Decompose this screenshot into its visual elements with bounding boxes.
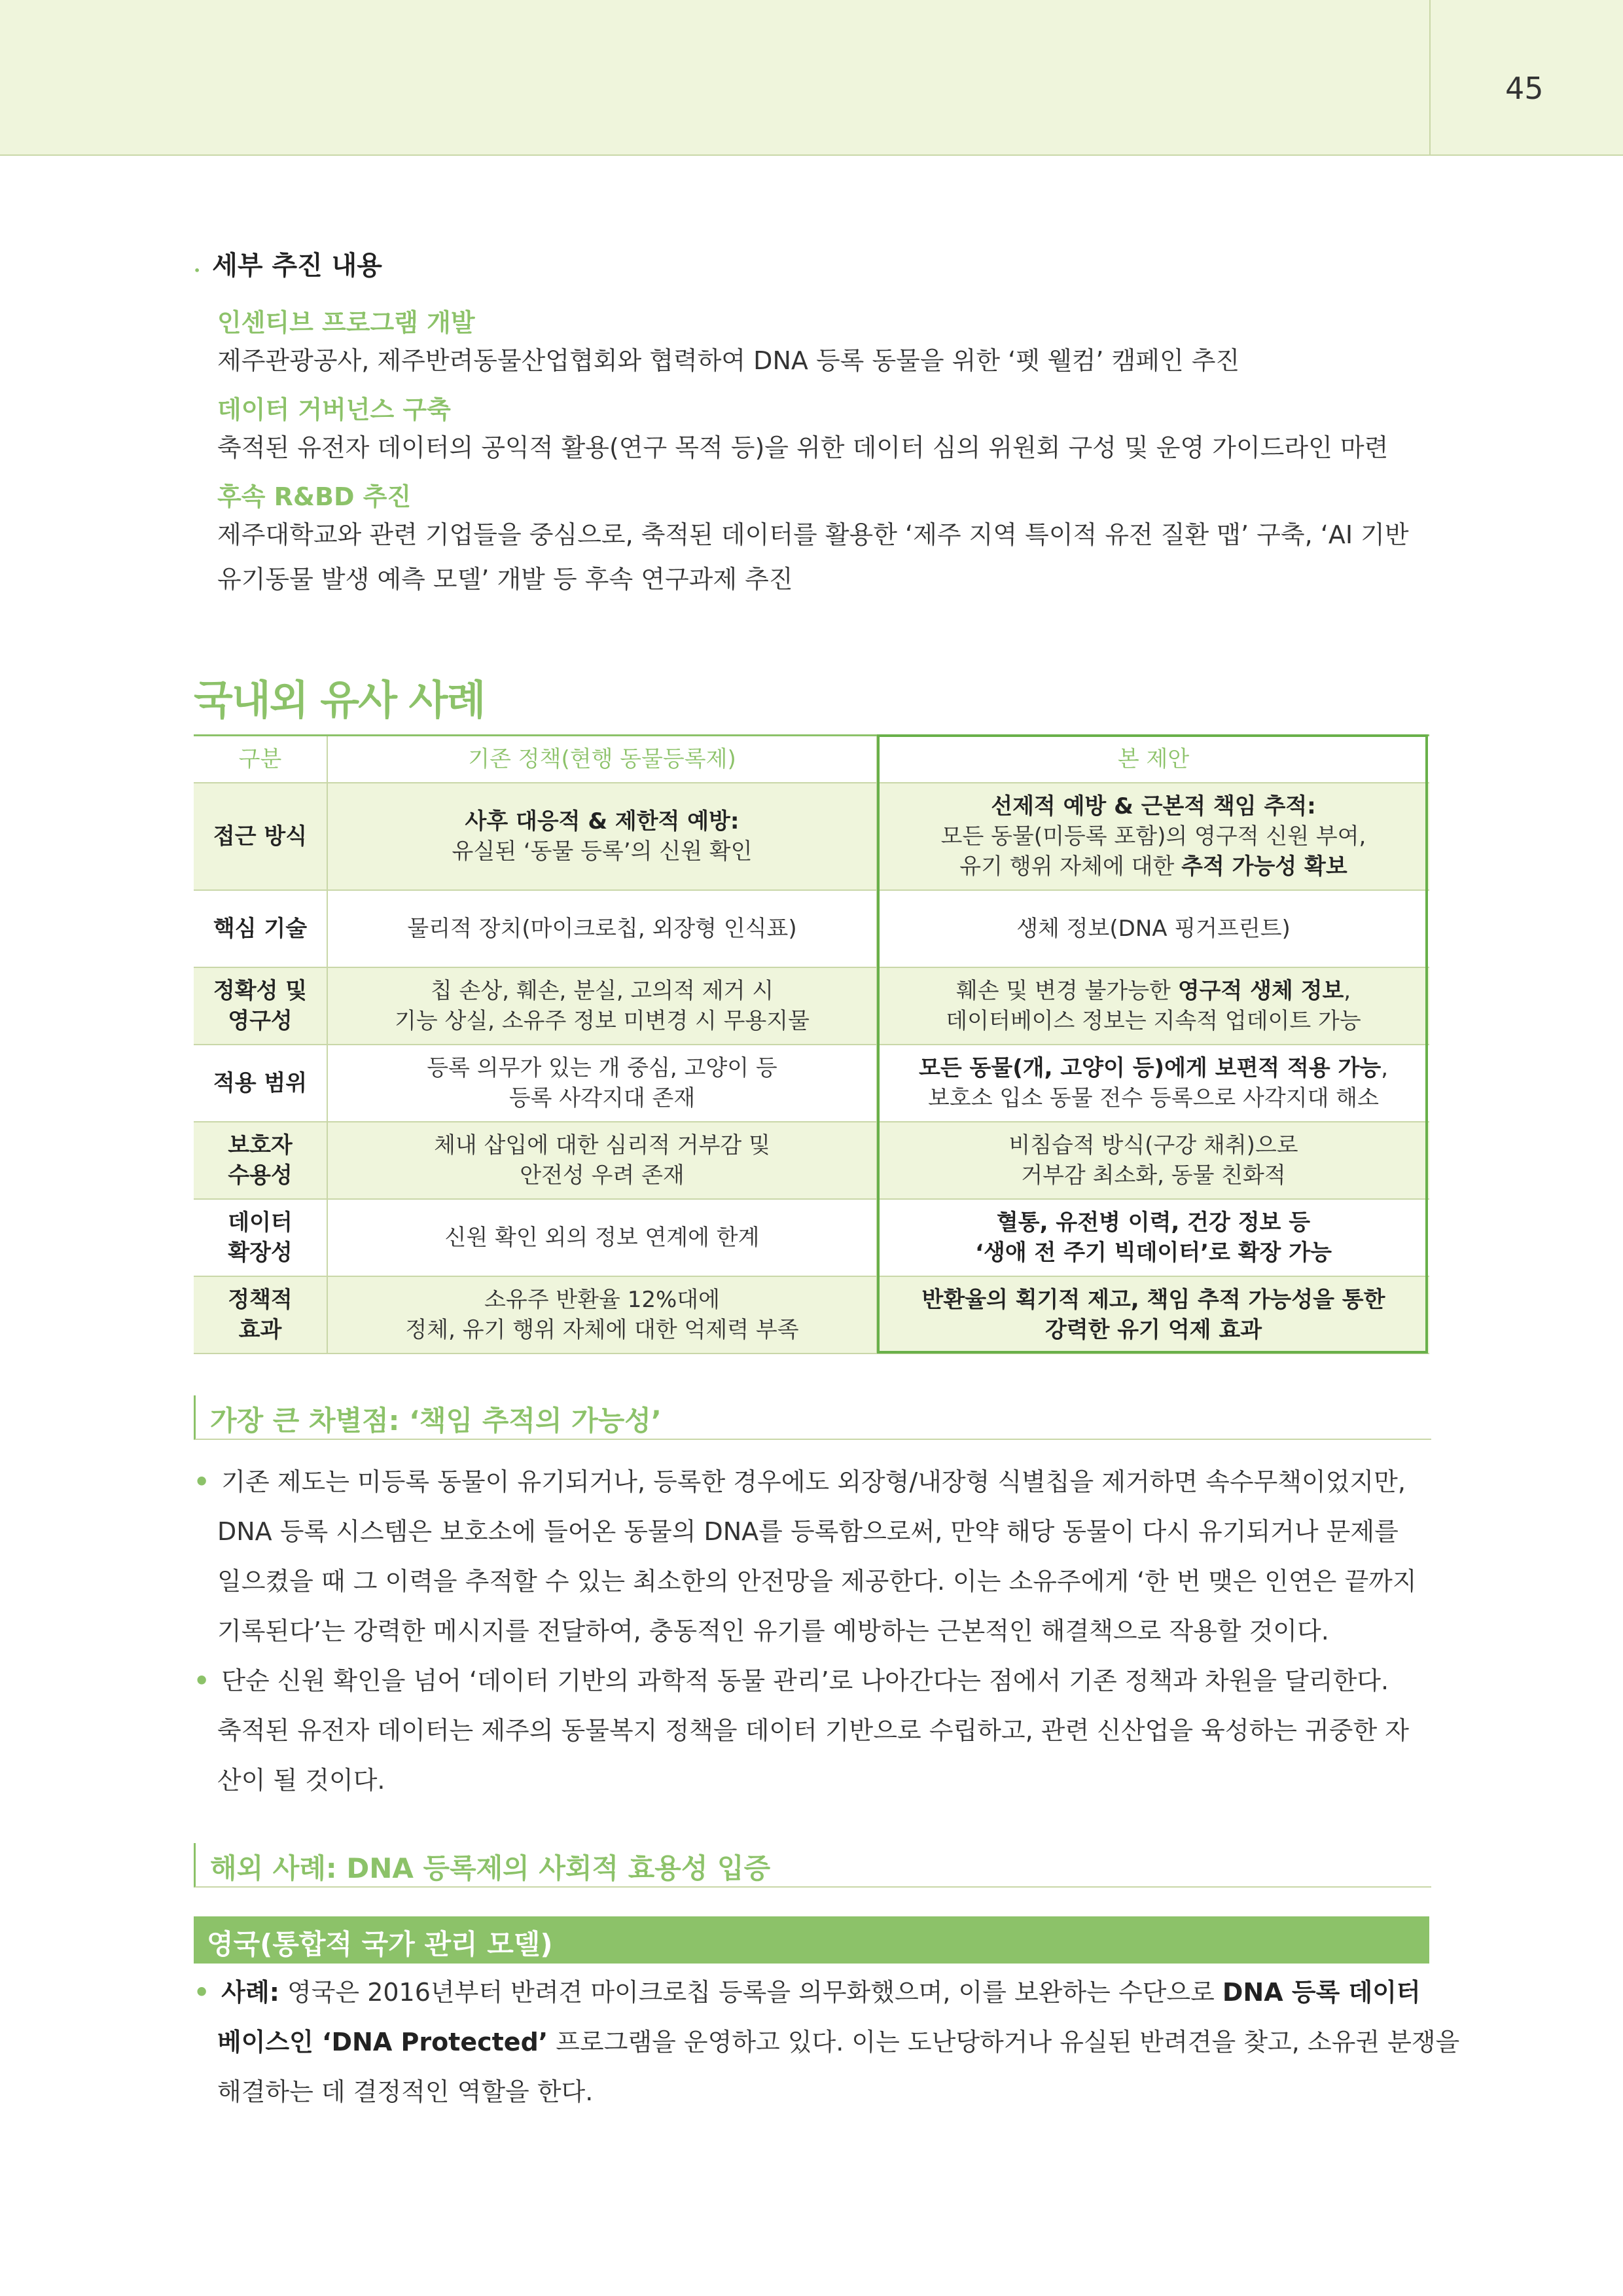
paragraph-line: 해결하는 데 결정적인 역할을 한다. (217, 2077, 594, 2106)
row-category: 접근 방식 (194, 783, 327, 890)
cell-text: 비침습적 방식(구강 채취)으로 (1008, 1132, 1298, 1158)
uk-case-paragraph (194, 1967, 1460, 2117)
cell-text: 확장성 (228, 1240, 293, 1266)
old-policy-cell (327, 783, 877, 890)
diff-section-heading (194, 1395, 1431, 1440)
cell-text: 보호소 입소 동물 전수 등록으로 사각지대 해소 (928, 1085, 1379, 1111)
cell-text: 칩 손상, 훼손, 분실, 고의적 제거 시 (430, 978, 774, 1004)
detail-item-title: 인센티브 프로그램 개발 (217, 308, 475, 337)
row-category (194, 1199, 327, 1276)
paragraph-text: 영국은 2016년부터 반려견 마이크로칩 등록을 의무화했으며, 이를 보완하는 수단으로 (279, 1978, 1222, 2007)
cell-text: 등록 의무가 있는 개 중심, 고양이 등 (427, 1055, 777, 1081)
cell-text: 데이터 (228, 1210, 293, 1236)
proposal-cell (877, 1199, 1429, 1276)
table-row (194, 783, 1429, 890)
cell-text-bold: 강력한 유기 억제 효과 (1044, 1317, 1262, 1343)
paragraph-line: 일으켰을 때 그 이력을 추적할 수 있는 최소한의 안전망을 제공한다. 이는 소유주에게 ‘한 번 맺은 인연은 끝까지 (217, 1567, 1417, 1596)
page-number: 45 (1505, 71, 1544, 106)
paragraph-line (194, 2017, 1460, 2067)
old-policy-cell: 물리적 장치(마이크로칩, 외장형 인식표) (327, 890, 877, 967)
table-row (194, 890, 1429, 967)
row-category (194, 1276, 327, 1354)
proposal-cell (877, 1122, 1429, 1199)
bullet-icon: • (194, 1978, 210, 2007)
header-band (0, 0, 1623, 156)
table-row (194, 1045, 1429, 1122)
cell-text: 모든 동물(미등록 포함)의 영구적 신원 부여, (940, 823, 1366, 850)
detail-item-title: 후속 R&BD 추진 (217, 482, 412, 511)
proposal-cell (877, 967, 1429, 1045)
uk-model-title: 영국(통합적 국가 관리 모델) (207, 1928, 553, 1960)
cell-text: 체내 삽입에 대한 심리적 거부감 및 (434, 1132, 770, 1158)
cell-text: , (1344, 978, 1351, 1004)
proposal-cell (877, 1276, 1429, 1354)
old-policy-cell (327, 1045, 877, 1122)
paragraph-text: 기존 제도는 미등록 동물이 유기되거나, 등록한 경우에도 외장형/내장형 식별칩을 제거하면 속수무책이었지만, (221, 1467, 1406, 1496)
paragraph-line (194, 1656, 1429, 1706)
cell-text: 등록 사각지대 존재 (508, 1085, 696, 1111)
details-section (194, 246, 1429, 601)
cell-text: 유기 행위 자체에 대한 (959, 853, 1182, 880)
paragraph-text: 프로그램을 운영하고 있다. 이는 도난당하거나 유실된 반려견을 찾고, 소유권 분쟁을 (548, 2028, 1460, 2056)
detail-item-line: 제주대학교와 관련 기업들을 중심으로, 축적된 데이터를 활용한 ‘제주 지역 특이적 유전 질환 맵’ 구축, ‘AI 기반 (217, 520, 1409, 549)
paragraph-line (194, 1457, 1429, 1507)
cell-text (888, 976, 1419, 1006)
cell-text: , (1381, 1055, 1389, 1081)
header-divider (1429, 0, 1431, 154)
cell-text (888, 852, 1419, 882)
proposal-cell: 생체 정보(DNA 핑거프린트) (877, 890, 1429, 967)
table-row (194, 1199, 1429, 1276)
uk-model-bar (194, 1916, 1429, 1964)
cell-text: 거부감 최소화, 동물 친화적 (1021, 1162, 1286, 1189)
diff-paragraph-2 (194, 1656, 1429, 1805)
cell-text: 정확성 및 (213, 978, 308, 1004)
bullet-icon: • (194, 264, 201, 277)
paragraph-line: 축적된 유전자 데이터는 제주의 동물복지 정책을 데이터 기반으로 수립하고, 관련 신산업을 육성하는 귀중한 자 (217, 1716, 1409, 1745)
cell-text: 유실된 ‘동물 등록’의 신원 확인 (452, 838, 753, 865)
detail-item-line: 축적된 유전자 데이터의 공익적 활용(연구 목적 등)을 위한 데이터 심의 위원회 구성 및 운영 가이드라인 마련 (217, 433, 1389, 462)
table-row (194, 1122, 1429, 1199)
proposal-cell (877, 783, 1429, 890)
table-header: 본 제안 (877, 736, 1429, 783)
cases-title: 국내외 유사 사례 (194, 676, 485, 724)
comparison-table (194, 734, 1429, 1354)
cell-text: 정체, 유기 행위 자체에 대한 억제력 부족 (405, 1317, 799, 1343)
overseas-section-heading (194, 1843, 1431, 1888)
detail-item-line: 제주관광공사, 제주반려동물산업협회와 협력하여 DNA 등록 동물을 위한 ‘펫 웰컴’ 캠페인 추진 (217, 346, 1240, 375)
paragraph-text-bold: 베이스인 ‘DNA Protected’ (217, 2028, 548, 2056)
paragraph-text: 단순 신원 확인을 넘어 ‘데이터 기반의 과학적 동물 관리’로 나아간다는 점에서 기존 정책과 차원을 달리한다. (221, 1666, 1389, 1695)
cell-text: 정책적 (228, 1287, 293, 1313)
old-policy-cell (327, 1276, 877, 1354)
paragraph-text-bold: DNA 등록 데이터 (1222, 1978, 1421, 2007)
detail-item-line: 유기동물 발생 예측 모델’ 개발 등 후속 연구과제 추진 (217, 565, 793, 594)
cell-text: 소유주 반환율 12%대에 (484, 1287, 720, 1313)
detail-item (194, 476, 1429, 601)
paragraph-line: DNA 등록 시스템은 보호소에 들어온 동물의 DNA를 등록함으로써, 만약 해당 동물이 다시 유기되거나 문제를 (217, 1517, 1399, 1546)
old-policy-cell: 신원 확인 외의 정보 연계에 한계 (327, 1199, 877, 1276)
details-heading: 세부 추진 내용 (212, 251, 382, 281)
proposal-cell (877, 1045, 1429, 1122)
cell-text-bold: 모든 동물(개, 고양이 등)에게 보편적 적용 가능 (918, 1055, 1382, 1081)
diff-paragraph-1 (194, 1457, 1429, 1656)
table-header: 기존 정책(현행 동물등록제) (327, 736, 877, 783)
table-row (194, 1276, 1429, 1354)
cell-text: 보호자 (228, 1132, 293, 1158)
row-category: 적용 범위 (194, 1045, 327, 1122)
cell-text-bold: 혈통, 유전병 이력, 건강 정보 등 (996, 1210, 1311, 1236)
table-header: 구분 (194, 736, 327, 783)
paragraph-line: 기록된다’는 강력한 메시지를 전달하여, 충동적인 유기를 예방하는 근본적인 해결책으로 작용할 것이다. (217, 1617, 1329, 1645)
row-category (194, 967, 327, 1045)
bullet-icon: • (194, 1467, 210, 1496)
cell-text (888, 1053, 1419, 1083)
row-category: 핵심 기술 (194, 890, 327, 967)
cell-text: 훼손 및 변경 불가능한 (955, 978, 1178, 1004)
detail-item (194, 302, 1429, 383)
cell-text-bold: 추적 가능성 확보 (1181, 853, 1347, 880)
old-policy-cell (327, 1122, 877, 1199)
cell-text-bold: 반환율의 획기적 제고, 책임 추적 가능성을 통한 (921, 1287, 1385, 1313)
table-header-row (194, 736, 1429, 783)
cell-text: 영구성 (228, 1008, 293, 1034)
diff-heading-text: 가장 큰 차별점: ‘책임 추적의 가능성’ (210, 1405, 662, 1437)
cell-text: 안전성 우려 존재 (520, 1162, 685, 1189)
paragraph-line: 산이 될 것이다. (217, 1766, 385, 1795)
cell-text: 효과 (238, 1317, 282, 1343)
paragraph-line (194, 1967, 1429, 2017)
row-category (194, 1122, 327, 1199)
cell-text: 사후 대응적 & 제한적 예방: (465, 808, 740, 834)
overseas-heading-text: 해외 사례: DNA 등록제의 사회적 효용성 입증 (210, 1852, 771, 1884)
cell-text: 기능 상실, 소유주 정보 미변경 시 무용지물 (395, 1008, 810, 1034)
cell-text: 데이터베이스 정보는 지속적 업데이트 가능 (946, 1008, 1361, 1034)
bullet-icon: • (194, 1666, 210, 1695)
cell-text-bold: 영구적 생체 정보 (1177, 978, 1344, 1004)
cell-text: 선제적 예방 & 근본적 책임 추적: (991, 793, 1316, 819)
detail-item (194, 389, 1429, 470)
detail-item-title: 데이터 거버넌스 구축 (217, 395, 451, 424)
old-policy-cell (327, 967, 877, 1045)
cell-text: 수용성 (228, 1162, 293, 1189)
table-row (194, 967, 1429, 1045)
cell-text-bold: ‘생애 전 주기 빅데이터’로 확장 가능 (975, 1240, 1332, 1266)
case-label: 사례: (221, 1978, 279, 2007)
